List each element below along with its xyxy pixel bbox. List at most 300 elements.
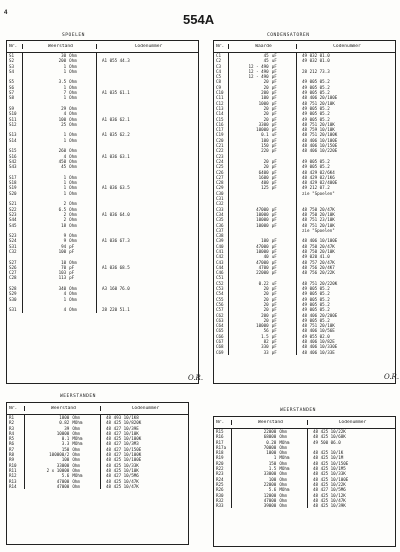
value: 10000: [256, 127, 269, 133]
part-number: S4: [7, 69, 23, 74]
code-number: 48 425 10/1K: [313, 450, 344, 456]
part-number: C28: [214, 180, 229, 185]
header-cell: Weerstand: [232, 420, 308, 425]
unit: pF: [271, 121, 277, 127]
part-number: R32: [214, 498, 232, 503]
code-number: 28 212 73.3: [302, 68, 330, 74]
part-number: C44: [214, 265, 229, 270]
code-number: 49 005 05.2: [302, 291, 330, 297]
unit: Ohm: [69, 58, 77, 64]
value: 1: [63, 84, 67, 90]
unit: uF: [271, 254, 277, 260]
code-number: 48 406 10/33E: [302, 349, 335, 355]
code-number: 49 055 02.0: [302, 333, 330, 339]
value: 1: [273, 455, 277, 461]
code-number: 48 425 10/33K: [106, 462, 139, 468]
part-number: C27: [214, 175, 229, 180]
code-number: 48 751 20/100K: [302, 132, 338, 138]
part-number: S6: [7, 85, 23, 90]
part-number: R17: [214, 440, 232, 445]
value: 4: [63, 291, 67, 297]
part-number: S9: [7, 106, 23, 111]
part-number: C19: [214, 132, 229, 137]
value: 45: [263, 58, 269, 64]
header-cell: Nr.: [214, 44, 229, 49]
unit: pF: [271, 180, 277, 186]
part-number: C36: [214, 223, 229, 228]
part-number: C12: [214, 101, 229, 106]
value: 0.82: [59, 420, 70, 426]
part-number: S23: [7, 233, 23, 238]
unit: pF: [271, 333, 277, 339]
header-cell: Nr.: [7, 406, 25, 411]
part-number: C39: [214, 238, 229, 243]
value: 100: [61, 457, 70, 463]
value: 100: [261, 238, 269, 244]
code-number: 48 427 10/5M6: [313, 487, 346, 493]
value: 6.5: [58, 206, 67, 212]
part-number: C40: [214, 244, 229, 249]
part-number: S7: [7, 90, 23, 95]
unit: Ohm: [279, 481, 287, 487]
part-number: R18: [214, 450, 232, 455]
value: 68000: [263, 434, 277, 440]
part-number: S29: [7, 291, 23, 296]
unit: Ohm: [72, 483, 80, 489]
code-number: 48 493 10/1K8: [106, 415, 139, 420]
part-number: C67: [214, 339, 229, 344]
value: 22000: [256, 270, 269, 276]
part-number: S2: [7, 58, 23, 63]
unit: MOhm: [72, 473, 83, 479]
code-number: 48 425 10/39K: [313, 503, 346, 509]
part-number: C68: [214, 344, 229, 349]
code-number: 48 751 20/10K: [302, 323, 335, 329]
value: 1.5: [268, 466, 277, 472]
part-number: S16: [7, 154, 23, 159]
code-number: 48 425 10/100E: [313, 476, 349, 482]
value: 33000: [56, 462, 70, 468]
value: 20: [263, 296, 269, 302]
code-number: 48 425 10/47K: [313, 497, 346, 503]
code-number: 49 005 05.2: [302, 307, 330, 313]
value: 200: [261, 90, 269, 96]
value: 103: [58, 270, 67, 276]
value: 1: [63, 174, 67, 180]
value: 150: [61, 446, 70, 452]
code-number: 49 005 05.2: [302, 286, 330, 292]
value: 47000: [263, 497, 277, 503]
code-number: A1 036 64.0: [102, 211, 130, 217]
unit: pF: [271, 185, 277, 191]
unit: Ohm: [69, 238, 77, 244]
unit: pF: [271, 312, 277, 318]
part-number: C11: [214, 95, 229, 100]
code-number: 48 406 10/82E: [302, 339, 335, 345]
unit: pF: [271, 148, 277, 154]
unit: Ohm: [279, 434, 287, 440]
capacitors-title: CONDENSATOREN: [267, 33, 310, 38]
value: 20: [263, 301, 269, 307]
part-number: S45: [7, 223, 23, 228]
part-number: C20: [214, 138, 229, 143]
value: 33000: [263, 471, 277, 477]
header-cell: Codenummer: [134, 43, 163, 49]
unit: pF: [271, 317, 277, 323]
unit: pF: [271, 137, 277, 143]
unit: pF: [271, 296, 277, 302]
code-number: 48 756 20/4K7: [302, 264, 335, 270]
value: 47000: [256, 259, 269, 265]
value: 1: [63, 137, 67, 143]
code-number: 48 750 20/10K: [302, 248, 335, 254]
unit: pF: [271, 344, 277, 350]
part-number: R23: [214, 471, 232, 476]
part-number: R5: [7, 436, 25, 441]
code-number: 48 427 10/10K: [106, 430, 139, 436]
part-number: C46: [214, 270, 229, 275]
table-row: [214, 503, 395, 508]
value: 2 x 10000: [46, 467, 70, 473]
value: 330: [261, 344, 269, 350]
value: 47000: [56, 478, 70, 484]
part-number: S22: [7, 207, 23, 212]
part-number: R10: [7, 463, 25, 468]
unit: Ohm: [69, 68, 77, 74]
value: 22000: [263, 481, 277, 487]
code-number: 48 757 20/47K: [302, 259, 335, 265]
part-number: C53: [214, 286, 229, 291]
capacitors-table: [213, 40, 396, 384]
code-number: zie "Spoelen": [302, 190, 335, 196]
code-number: 48 751 20/10K: [302, 100, 335, 106]
part-number: C64: [214, 323, 229, 328]
unit: Ohm: [69, 291, 77, 297]
unit: Ohm: [279, 444, 287, 450]
code-number: 48 425 10/10K: [106, 467, 139, 473]
value: 33: [263, 349, 269, 355]
unit: pF: [271, 211, 277, 217]
unit: Ohm: [69, 63, 77, 69]
part-number: C57: [214, 307, 229, 312]
value: 20: [263, 291, 269, 297]
code-number: 48 425 10/22K: [313, 429, 346, 434]
value: 12 - 490: [248, 63, 269, 69]
part-number: S30: [7, 297, 23, 302]
part-number: S31: [7, 307, 23, 312]
value: 3.5: [58, 79, 67, 85]
header-cell: Codenummer: [338, 419, 367, 425]
part-number: C62: [214, 313, 229, 318]
part-number: C55: [214, 297, 229, 302]
code-number: 49 005 05.2: [302, 164, 330, 170]
value: 70000: [263, 444, 277, 450]
code-number: 48 429 02/6K4: [302, 169, 335, 175]
unit: Ohm: [69, 180, 77, 186]
unit: pF: [271, 243, 277, 249]
code-number: A1 055 44.3: [102, 58, 130, 64]
part-number: S17: [7, 175, 23, 180]
value: 20: [263, 164, 269, 170]
part-number: R22: [214, 466, 232, 471]
code-number: 48 750 20/47K: [302, 206, 335, 212]
table-row: [214, 350, 395, 355]
code-number: 48 425 10/22K: [313, 481, 346, 487]
value: 20: [263, 286, 269, 292]
part-number: R15: [214, 429, 232, 434]
code-number: 49 005 05.2: [302, 90, 330, 96]
unit: Ohm: [72, 478, 80, 484]
value: 12 - 490: [248, 74, 269, 80]
part-number: R11: [7, 468, 25, 473]
code-number: 49 005 05.2: [302, 111, 330, 117]
coils-table: [6, 40, 199, 384]
code-number: 48 427 10/150E: [106, 446, 142, 452]
value: 450: [58, 158, 67, 164]
value: 18: [61, 222, 67, 228]
unit: Ohm: [279, 460, 287, 466]
value: 260: [58, 148, 67, 154]
value: 3300: [258, 121, 269, 127]
value: 220: [261, 148, 269, 154]
value: 7: [63, 90, 67, 96]
code-number: 49 005 05.2: [302, 105, 330, 111]
value: 5.6: [268, 487, 277, 493]
code-number: 49 020 41.0: [302, 254, 330, 260]
value: 20: [263, 307, 269, 313]
unit: uF: [271, 53, 277, 58]
value: 5.6: [61, 473, 70, 479]
part-number: C63: [214, 318, 229, 323]
code-number: 48 427 10/3M3: [106, 441, 139, 447]
part-number: C66: [214, 334, 229, 339]
part-number: S14: [7, 138, 23, 143]
value: 100: [58, 248, 67, 254]
part-number: R30: [214, 493, 232, 498]
value: 1000: [266, 450, 277, 456]
part-number: C69: [214, 350, 229, 355]
part-number: S44: [7, 217, 23, 222]
part-number: C14: [214, 111, 229, 116]
unit: Ohm: [279, 429, 287, 434]
value: 47000: [256, 243, 269, 249]
value: 4: [63, 111, 67, 117]
unit: Ohm: [69, 206, 77, 212]
value: 56: [263, 328, 269, 334]
code-number: 48 427 10/5M6: [106, 473, 139, 479]
unit: Ohm: [279, 476, 287, 482]
unit: Ohm: [69, 95, 77, 101]
part-number: C42: [214, 254, 229, 259]
part-number: C1: [214, 53, 229, 58]
code-number: A1 036 67.3: [102, 238, 130, 244]
part-number: R9: [7, 457, 25, 462]
value: 47000: [256, 206, 269, 212]
part-number: C51: [214, 275, 229, 280]
unit: Ohm: [69, 201, 77, 207]
code-number: 48 406 10/56E: [302, 328, 335, 334]
part-number: C21: [214, 143, 229, 148]
unit: MOhm: [279, 466, 290, 472]
part-number: C43: [214, 260, 229, 265]
value: 1: [63, 63, 67, 69]
unit: pF: [271, 84, 277, 90]
value: 20: [263, 105, 269, 111]
value: 100000/2: [49, 452, 70, 458]
unit: pF: [271, 158, 277, 164]
header-cell: Nr.: [7, 44, 23, 49]
code-number: zie "Spoelen": [302, 227, 335, 233]
unit: pF: [271, 349, 277, 355]
unit: pF: [69, 270, 75, 276]
part-number: S27: [7, 260, 23, 265]
unit: uF: [271, 280, 277, 286]
code-number: 48 750 20/10K: [302, 211, 335, 217]
value: 4: [63, 153, 67, 159]
unit: pF: [271, 63, 277, 69]
value: 10000: [256, 222, 269, 228]
value: 12000: [263, 492, 277, 498]
unit: pF: [271, 143, 277, 149]
part-number: C5: [214, 74, 229, 79]
coils-title: SPOELEN: [62, 33, 85, 38]
unit: pF: [271, 238, 277, 244]
unit: Ohm: [69, 53, 77, 58]
code-number: A1 036 63.5: [102, 185, 130, 191]
unit: pF: [271, 105, 277, 111]
value: 20: [263, 116, 269, 122]
part-number: C35: [214, 217, 229, 222]
part-number: C31: [214, 196, 229, 201]
model-number: 554A: [183, 12, 215, 27]
unit: MOhm: [72, 436, 83, 442]
part-number: C65: [214, 328, 229, 333]
unit: pF: [69, 248, 75, 254]
value: 0.28: [266, 439, 277, 445]
part-number: C3: [214, 64, 229, 69]
value: 39: [64, 425, 70, 431]
part-number: R13: [7, 479, 25, 484]
value: 10000: [256, 323, 269, 329]
part-number: C8: [214, 79, 229, 84]
part-number: R19: [214, 455, 232, 460]
part-number: C16: [214, 122, 229, 127]
unit: Ohm: [72, 415, 80, 420]
code-number: 48 425 10/1M: [313, 455, 344, 461]
unit: Ohm: [69, 222, 77, 228]
unit: pF: [69, 264, 75, 270]
value: 10000: [256, 211, 269, 217]
part-number: C41: [214, 249, 229, 254]
unit: Ohm: [69, 116, 77, 122]
resistors-left-table: [6, 402, 189, 545]
resistors-right-title: WEERSTANDEN: [280, 408, 316, 413]
code-number: 48 751 23/10K: [302, 217, 335, 223]
unit: MOhm: [279, 455, 290, 461]
code-number: 48 759 10/10K: [302, 127, 335, 133]
part-number: C22: [214, 148, 229, 153]
part-number: S13: [7, 132, 23, 137]
unit: pF: [271, 164, 277, 170]
value: 1.5: [261, 333, 269, 339]
value: 125: [261, 185, 269, 191]
code-number: 48 406 10/330E: [302, 344, 338, 350]
table-row: [7, 484, 188, 489]
table-header: [7, 41, 198, 53]
value: 1600: [258, 174, 269, 180]
part-number: S1: [7, 53, 23, 58]
part-number: C17: [214, 127, 229, 132]
value: 1: [63, 68, 67, 74]
value: 113: [58, 275, 67, 281]
value: 1800: [59, 415, 70, 420]
part-number: C37: [214, 228, 229, 233]
value: 100: [261, 95, 269, 101]
code-number: A1 035 62.2: [102, 132, 130, 138]
unit: MOhm: [72, 420, 83, 426]
part-number: C9: [214, 85, 229, 90]
value: 0.1: [261, 132, 269, 138]
part-number: C56: [214, 302, 229, 307]
resistors-right-table: [213, 416, 396, 547]
value: 9: [63, 238, 67, 244]
part-number: R26: [214, 487, 232, 492]
part-number: C34: [214, 212, 229, 217]
value: 100: [261, 137, 269, 143]
unit: Ohm: [279, 471, 287, 477]
code-number: 48 425 10/1M5: [313, 466, 346, 472]
part-number: R17a: [214, 445, 232, 450]
code-number: 48 427 10/100K: [106, 452, 142, 458]
unit: pF: [69, 275, 75, 281]
code-number: 49 005 05.2: [302, 116, 330, 122]
value: 10000: [56, 430, 70, 436]
code-number: 48 425 10/33K: [313, 471, 346, 477]
part-number: R8: [7, 452, 25, 457]
code-number: 48 425 10/47K: [106, 483, 139, 489]
unit: Ohm: [279, 492, 287, 498]
part-number: S15: [7, 148, 23, 153]
unit: pF: [271, 95, 277, 101]
value: 20: [263, 111, 269, 117]
value: 4: [63, 307, 67, 313]
value: 30: [61, 53, 67, 58]
value: 22000: [263, 429, 277, 434]
part-number: C23: [214, 154, 229, 159]
code-number: 48 425 10/100K: [106, 436, 142, 442]
unit: pF: [271, 286, 277, 292]
unit: Ohm: [69, 259, 77, 265]
unit: Ohm: [69, 84, 77, 90]
unit: uF: [271, 58, 277, 64]
value: 150: [268, 460, 277, 466]
value: 200: [261, 312, 269, 318]
unit: pF: [271, 116, 277, 122]
unit: Ohm: [72, 462, 80, 468]
part-number: S3: [7, 64, 23, 69]
part-number: R24: [214, 477, 232, 482]
part-number: C33: [214, 207, 229, 212]
initials-mark-2: O.R.: [384, 373, 400, 381]
code-number: 48 425 10/150E: [313, 460, 349, 466]
part-number: S42: [7, 159, 23, 164]
code-number: 48 425 10/68K: [313, 434, 346, 440]
code-number: 48 406 10/100E: [302, 238, 338, 244]
part-number: R20: [214, 461, 232, 466]
unit: MOhm: [279, 487, 290, 493]
unit: pF: [69, 243, 75, 249]
unit: pF: [271, 79, 277, 85]
